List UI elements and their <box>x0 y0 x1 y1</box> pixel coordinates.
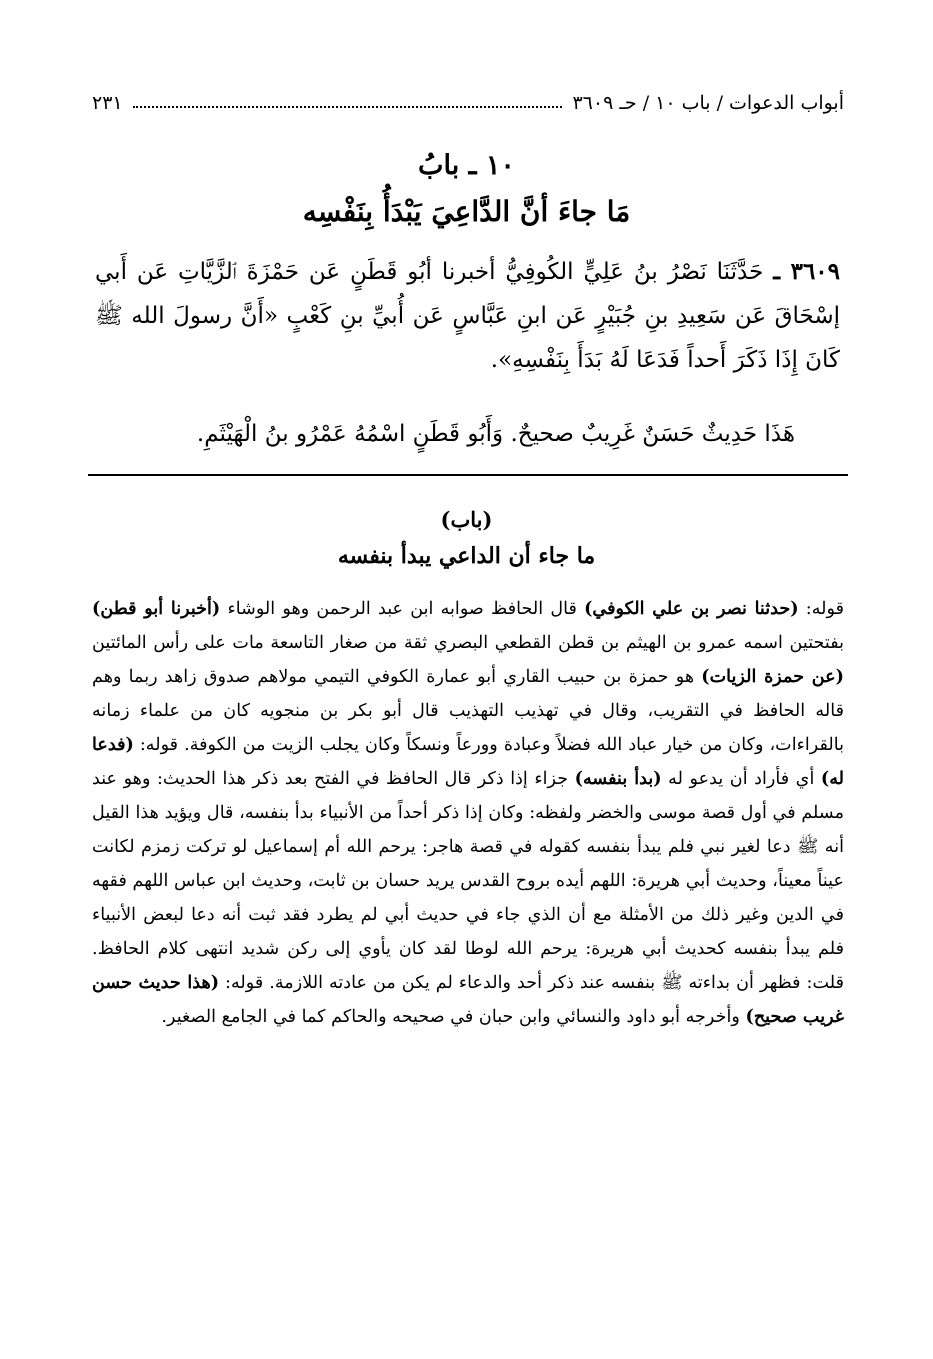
running-header-title: أبواب الدعوات / باب ١٠ / حـ ٣٦٠٩ <box>572 92 844 114</box>
commentary-segment: بفتحتين اسمه عمرو بن الهيثم بن قطن القطعي البصري ثقة من صغار التاسعة مات على رأس المائتين <box>92 633 844 653</box>
commentary-segment: أي فأراد أن يدعو له <box>661 769 821 789</box>
commentary-heading-title: ما جاء أن الداعي يبدأ بنفسه <box>337 543 596 569</box>
commentary-quote: (هذا حديث حسن غريب صحيح) <box>92 972 844 1027</box>
commentary-segment: هو حمزة بن حبيب القاري أبو عمارة الكوفي التيمي مولاهم صدوق زاهد ربما وهم قاله الحافظ في التقريب، وقال في تهذيب التهذيب قال أبو بكر بن منجويه كان من علماء زمانه بالقراءات، وكان من خيار عباد الله فضلاً وعبادة وورعاً ونسكاً وكان يجلب الزيت من الكوفة. قوله: <box>92 667 844 755</box>
commentary-segment: قال الحافظ صوابه ابن عبد الرحمن وهو الوشاء <box>220 599 585 619</box>
running-header <box>92 88 844 118</box>
commentary-segment: جزاء إذا ذكر قال الحافظ في الفتح بعد ذكر هذا الحديث: وهو عند مسلم في أول قصة موسى والخضر ولفظه: وكان إذا ذكر أحداً من الأنبياء بدأ بنفسه، قال ويؤيد هذا القيل أنه ﷺ دعا لغير نبي فلم يبدأ بنفسه كقوله في قصة هاجر: يرحم الله أم إسماعيل لو تركت زمزم لكانت عيناً معيناً، وحديث أبي هريرة: اللهم أيده بروح القدس يريد حسان بن ثابت، وحديث ابن عباس اللهم فقهه في الدين وغير ذلك من الأمثلة مع أن الذي جاء في حديث أبي لم يطرد فقد ثبت أنه دعا لبعض الأنبياء فلم يبدأ بنفسه كحديث أبي هريرة: يرحم الله لوطا لقد كان يأوي إلى ركن شديد انتهى كلام الحافظ. قلت: فظهر أن بداءته ﷺ بنفسه عند ذكر أحد والدعاء لم يكن من عادته اللازمة. قوله: <box>92 769 844 993</box>
commentary-quote: (أخبرنا أبو قطن) <box>92 598 221 619</box>
commentary-quote: (عن حمزة الزيات) <box>701 666 844 687</box>
commentary-quote: (بدأ بنفسه) <box>574 768 662 789</box>
commentary-quote: (فدعا له) <box>92 734 844 789</box>
commentary-heading-bab: (باب) <box>440 507 493 532</box>
hadith-text <box>95 250 840 382</box>
commentary-segment: قوله: <box>798 599 844 619</box>
commentary-quote: (حدثنا نصر بن علي الكوفي) <box>584 598 799 619</box>
header-dot-leader <box>133 106 563 108</box>
page-number: ٢٣١ <box>92 92 123 114</box>
commentary-segment: وأخرجه أبو داود والنسائي وابن حبان في صحيحه والحاكم كما في الجامع الصغير. <box>161 1007 746 1027</box>
chapter-number: ١٠ ـ بابُ <box>418 150 515 181</box>
hadith-number: ٣٦٠٩ ـ <box>773 258 841 285</box>
section-divider <box>88 474 848 476</box>
commentary-body <box>92 592 844 1034</box>
hadith-body: حَدَّثَنَا نَصْرُ بنُ عَلِيٍّ الكُوفِيُّ أخبرنا أبُو قَطَنٍ عَن حَمْزَةَ ٱلزَّيَّاتِ عَن أَبي إسْحَاقَ عَن سَعِيدِ بنِ جُبَيْرٍ عَن ابنِ عَبَّاسٍ عَن أُبيِّ بنِ كَعْبٍ «أَنَّ رسولَ الله ﷺ كَانَ إِذَا ذَكَرَ أَحداً فَدَعَا لَهُ بَدَأَ بِنَفْسِهِ». <box>95 259 840 373</box>
chapter-title: مَا جاءَ أنَّ الدَّاعِيَ يَبْدَأُ بِنَفْسِه <box>302 195 631 228</box>
hadith-verdict: هَذَا حَدِيثٌ حَسَنٌ غَرِيبٌ صحيحٌ. وَأَبُو قَطَنٍ اسْمُهُ عَمْرُو بنُ الْهَيْثَمِ. <box>196 421 795 447</box>
